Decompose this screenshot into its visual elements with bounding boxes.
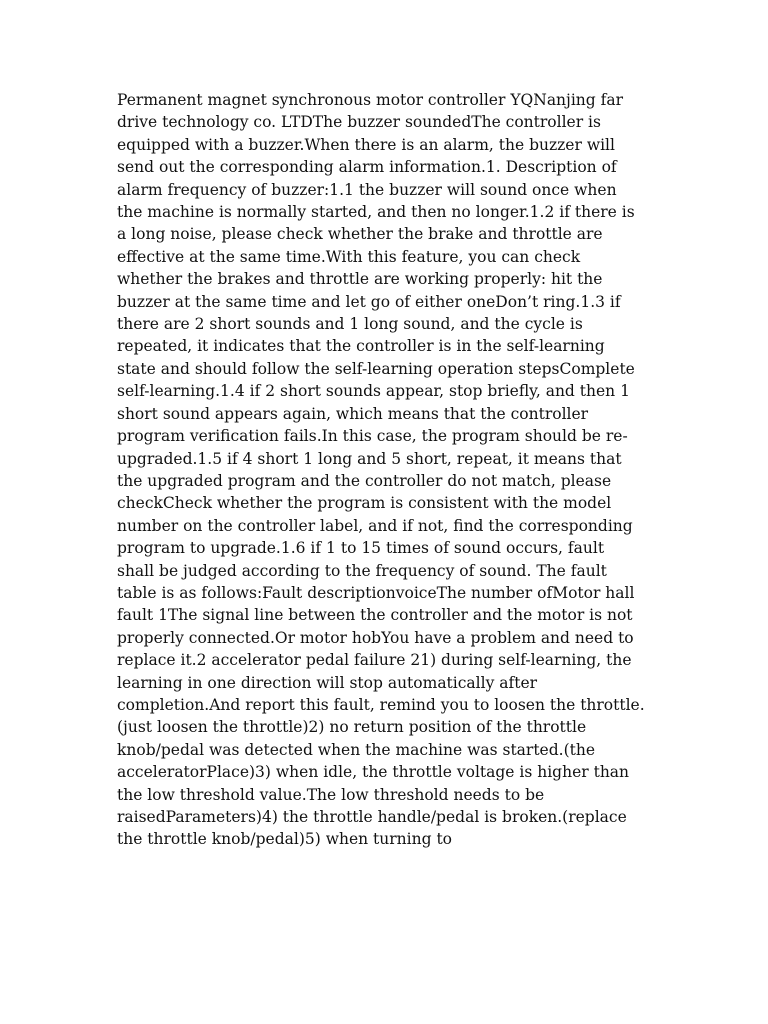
body-paragraph: Permanent magnet synchronous motor controller YQNanjing far drive technology co. LTDThe buzzer soundedThe controller is equipped with a buzzer.When there is an alarm, the buzzer will send out the corresponding alarm information.1. Description of alarm frequency of buzzer:1.1 the buzzer will sound once when the machine is normally started, and then no longer.1.2 if there is a long noise, please check whether the brake and throttle are effective at the same time.With this feature, you can check whether the brakes and throttle are working properly: hit the buzzer at the same time and let go of either oneDon’t ring.1.3 if there are 2 short sounds and 1 long sound, and the cycle is repeated, it indicates that the controller is in the self-learning state and should follow the self-learning operation stepsComplete self-learning.1.4 if 2 short sounds appear, stop briefly, and then 1 short sound appears again, which means that the controller program verification fails.In this case, the program should be re-upgraded.1.5 if 4 short 1 long and 5 short, repeat, it means that the upgraded program and the controller do not match, please checkCheck whether the program is consistent with the model number on the controller label, and if not, find the corresponding program to upgrade.1.6 if 1 to 15 times of sound occurs, fault shall be judged according to the frequency of sound. The fault table is as follows:Fault descriptionvoiceThe number ofMotor hall fault 1The signal line between the controller and the motor is not properly connected.Or motor hobYou have a problem and need to replace it.2 accelerator pedal failure 21) during self-learning, the learning in one direction will stop automatically after completion.And report this fault, remind you to loosen the throttle.(just loosen the throttle)2) no return position of the throttle knob/pedal was detected when the machine was started.(the acceleratorPlace)3) when idle, the throttle voltage is higher than the low threshold value.The low threshold needs to be raisedParameters)4) the throttle handle/pedal is broken.(replace the throttle knob/pedal)5) when turning to (117, 91, 645, 849)
document-body (117, 89, 645, 851)
